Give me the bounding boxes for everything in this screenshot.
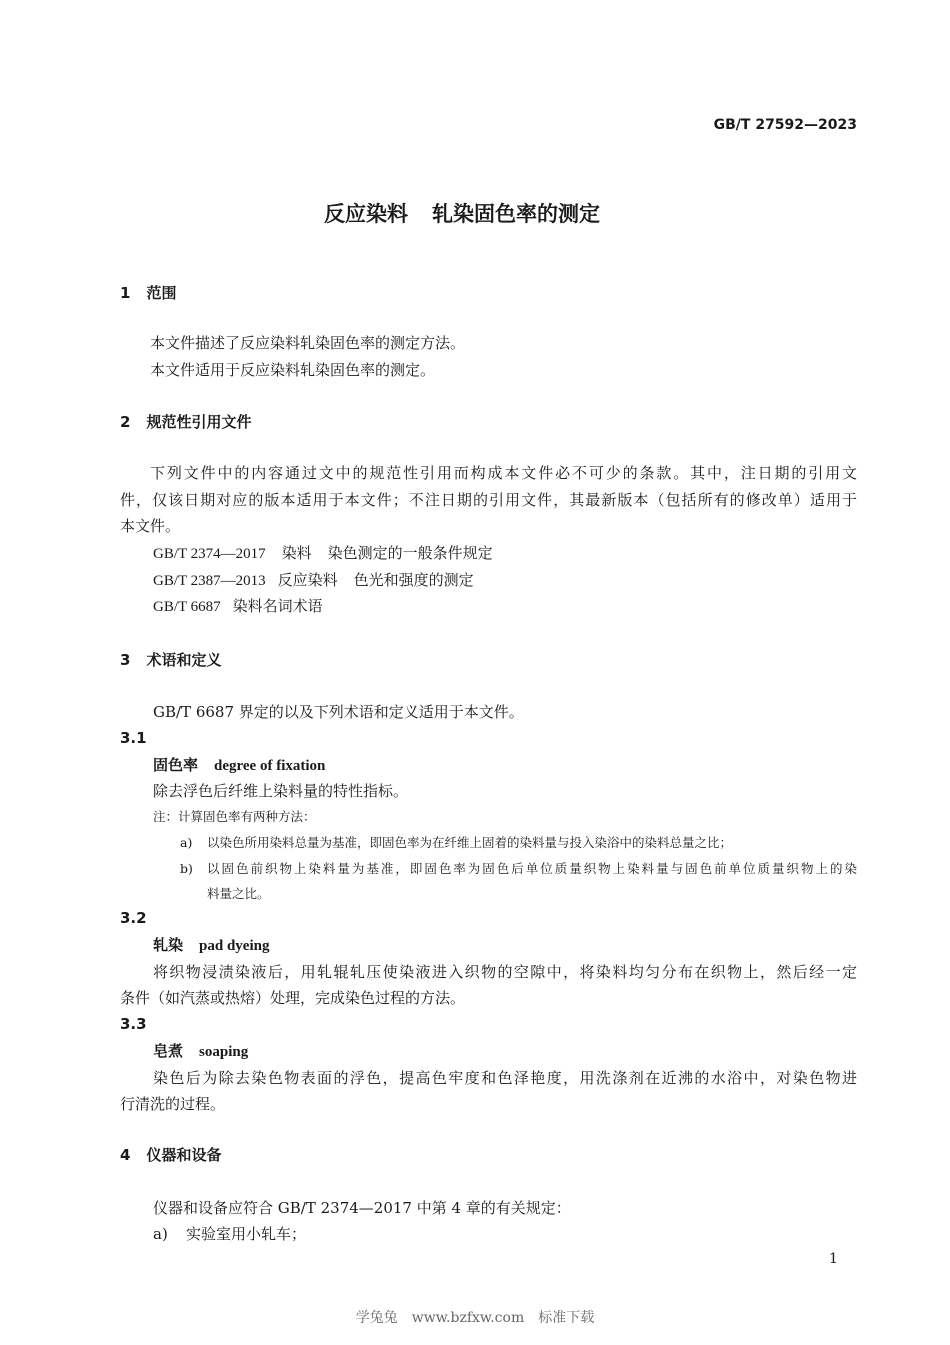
term-definition: 行清洗的过程。 xyxy=(120,1095,226,1113)
paragraph: GB/T 6687 界定的以及下列术语和定义适用于本文件。 xyxy=(153,703,524,721)
term-heading: 固色率 degree of fixation xyxy=(153,756,326,774)
note-item-label: b) xyxy=(180,861,193,876)
section-1-heading: 1 范围 xyxy=(120,284,177,302)
paragraph: 本文件。 xyxy=(120,517,181,535)
standard-number: GB/T 27592—2023 xyxy=(713,117,857,133)
section-3-heading: 3 术语和定义 xyxy=(120,651,222,669)
footer-watermark: 学兔兔 www.bzfxw.com 标准下载 xyxy=(355,1310,595,1326)
term-definition: 条件（如汽蒸或热熔）处理，完成染色过程的方法。 xyxy=(120,989,466,1007)
note-item-label: a) xyxy=(180,835,193,850)
list-item: 实验室用小轧车； xyxy=(186,1225,307,1243)
reference-item: GB/T 2374—2017 染料 染色测定的一般条件规定 xyxy=(153,544,493,562)
page-number: 1 xyxy=(829,1251,838,1267)
list-item-label: a) xyxy=(153,1225,168,1243)
paragraph: 本文件适用于反应染料轧染固色率的测定。 xyxy=(150,361,436,379)
term-definition: 除去浮色后纤维上染料量的特性指标。 xyxy=(153,782,409,800)
reference-item: GB/T 6687 染料名词术语 xyxy=(153,597,323,615)
note: 注：计算固色率有两种方法： xyxy=(153,809,316,824)
section-2-heading: 2 规范性引用文件 xyxy=(120,413,252,431)
term-definition: 将织物浸渍染液后，用轧辊轧压使染液进入织物的空隙中，将染料均匀分布在织物上，然后经一定 xyxy=(153,963,857,981)
document-title xyxy=(324,201,600,227)
title-part1: 反应染料 xyxy=(324,202,408,226)
term-heading: 轧染 pad dyeing xyxy=(153,936,270,954)
paragraph: 仪器和设备应符合 GB/T 2374—2017 中第 4 章的有关规定： xyxy=(153,1199,571,1217)
note-item: 料量之比。 xyxy=(207,886,270,901)
paragraph: 下列文件中的内容通过文中的规范性引用而构成本文件必不可少的条款。其中，注日期的引用文 xyxy=(150,464,857,482)
reference-item: GB/T 2387—2013 反应染料 色光和强度的测定 xyxy=(153,571,474,589)
title-part2: 轧染固色率的测定 xyxy=(432,202,600,226)
note-item: 以固色前织物上染料量为基准，即固色率为固色后单位质量织物上染料量与固色前单位质量织物上的染 xyxy=(207,861,857,876)
term-heading: 皂煮 soaping xyxy=(153,1042,249,1060)
section-4-heading: 4 仪器和设备 xyxy=(120,1146,222,1164)
term-definition: 染色后为除去染色物表面的浮色，提高色牢度和色泽艳度，用洗涤剂在近沸的水浴中，对染色物进 xyxy=(153,1069,857,1087)
term-number: 3.3 xyxy=(120,1015,147,1033)
paragraph: 件，仅该日期对应的版本适用于本文件；不注日期的引用文件，其最新版本（包括所有的修改单）适用于 xyxy=(120,491,857,509)
paragraph: 本文件描述了反应染料轧染固色率的测定方法。 xyxy=(150,334,466,352)
note-item: 以染色所用染料总量为基准，即固色率为在纤维上固着的染料量与投入染浴中的染料总量之比； xyxy=(207,835,733,850)
term-number: 3.1 xyxy=(120,729,147,747)
term-number: 3.2 xyxy=(120,909,147,927)
